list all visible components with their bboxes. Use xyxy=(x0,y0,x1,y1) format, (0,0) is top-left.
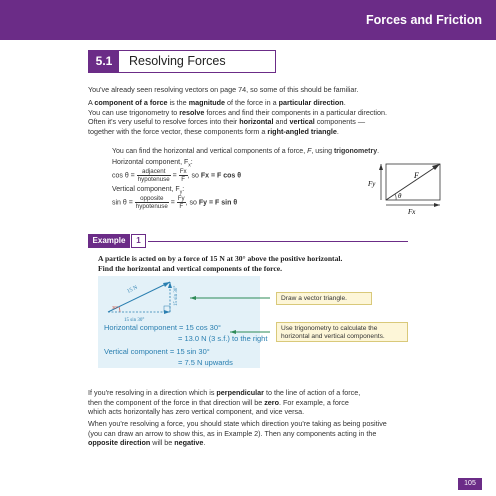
fx-over-f xyxy=(179,168,188,183)
fraction-numerator: Fx xyxy=(179,168,187,175)
text-run: is the xyxy=(167,98,189,107)
fraction-denominator: F xyxy=(179,203,184,210)
force-symbol: F xyxy=(307,148,312,155)
vertical-result: Fy = F sin θ xyxy=(198,199,238,207)
bold-term: horizontal xyxy=(239,117,274,126)
theta-label: θ xyxy=(398,192,402,200)
adjacent-over-hypotenuse xyxy=(137,168,171,183)
intro-paragraph-3 xyxy=(88,117,418,136)
equals: = xyxy=(170,199,175,207)
text-run: components — xyxy=(314,117,366,126)
fraction-denominator: hypotenuse xyxy=(135,203,168,210)
cos-label: cos θ = xyxy=(112,172,135,180)
example-label: Example xyxy=(88,234,130,248)
chapter-header-bar xyxy=(0,0,496,40)
outro-paragraph-2 xyxy=(88,419,428,448)
bold-term: resolve xyxy=(179,107,205,117)
equals: = xyxy=(172,172,177,180)
text-run: together with the force vector, these components form a xyxy=(88,126,268,136)
fraction-denominator: hypotenuse xyxy=(137,176,170,183)
text-run: . For example, a force xyxy=(278,397,349,407)
bold-term: trigonometry xyxy=(333,148,378,155)
text-run: Horizontal component, F xyxy=(112,159,189,166)
fx-label: Fx xyxy=(408,208,416,216)
outro-paragraph-1 xyxy=(88,388,428,417)
bold-term: component of a force xyxy=(94,98,168,107)
horizontal-label: 15 sin 30° xyxy=(124,318,145,323)
text-run: of the force in a xyxy=(225,98,279,107)
force-vector xyxy=(386,164,440,200)
note-arrowhead-2 xyxy=(230,330,236,334)
force-label: 15 N xyxy=(126,284,139,295)
sin-label: sin θ = xyxy=(112,199,133,207)
working-line-3: Vertical component = 15 sin 30° xyxy=(104,347,210,356)
text-run: When you're resolving a force, you should state which direction you're taking as being positive xyxy=(88,419,387,428)
bold-term: magnitude xyxy=(188,98,226,107)
example-divider xyxy=(148,241,408,242)
text-run: forces and find their components in a particular direction. xyxy=(204,107,388,117)
note-arrowhead-1 xyxy=(190,296,196,300)
note-text-2: Use trigonometry to calculate the horizontal and vertical components. xyxy=(281,325,385,340)
example-tag xyxy=(88,234,148,248)
text-run: Vertical component, F xyxy=(112,186,180,193)
page-number: 105 xyxy=(458,478,482,490)
section-heading xyxy=(88,50,276,73)
note-draw-triangle xyxy=(276,292,372,305)
text-run: You can use trigonometry to xyxy=(88,107,180,117)
note-use-trigonometry xyxy=(276,322,408,342)
text-run: . xyxy=(343,98,346,107)
fy-arrowhead xyxy=(379,164,383,170)
theta-arc xyxy=(395,194,396,200)
vertical-component-label: Vertical component, $F_y$: xyxy=(112,186,185,196)
text-run: Often it's very useful to resolve forces into their xyxy=(88,117,240,126)
example-number: 1 xyxy=(131,234,146,248)
bold-term: negative xyxy=(174,438,204,447)
text-run: . xyxy=(336,126,339,136)
force-triangle-diagram xyxy=(368,158,452,216)
vertical-label: 15 sin 30° xyxy=(174,285,179,306)
question-line-1: A particle is acted on by a force of 15 N at 30° above the positive horizontal. xyxy=(98,254,343,263)
horizontal-result: Fx = F cos θ xyxy=(200,172,241,180)
fy-over-f xyxy=(177,195,186,210)
working-line-2: = 13.0 N (3 s.f.) to the right xyxy=(178,334,268,343)
text-run: , so xyxy=(185,199,199,207)
section-title: Resolving Forces xyxy=(129,54,226,68)
horizontal-component-label: Horizontal component, $F_x$: xyxy=(112,159,193,169)
bold-term: right-angled triangle xyxy=(267,126,337,136)
bold-term: perpendicular xyxy=(216,388,264,397)
text-run: If you're resolving in a direction which is xyxy=(88,388,217,397)
question-line-2: Find the horizontal and vertical components of the force. xyxy=(98,264,282,273)
working-line-1: Horizontal component = 15 cos 30° xyxy=(104,323,222,332)
text-run: will be xyxy=(150,438,175,447)
fy-label: Fy xyxy=(368,180,376,188)
opposite-over-hypotenuse xyxy=(135,195,169,210)
text-run: A xyxy=(88,98,95,107)
text-run: which acts horizontally has zero vertical component, and vice versa. xyxy=(88,407,305,416)
text-run: then the component of the force in that direction will be xyxy=(88,397,265,407)
text-run: and xyxy=(273,117,290,126)
text-run: You can find the horizontal and vertical components of a force, xyxy=(112,148,308,155)
text-run: to the line of action of a force, xyxy=(263,388,361,397)
bold-term: zero xyxy=(264,397,279,407)
subscript: y xyxy=(179,189,183,196)
trig-lead xyxy=(112,148,379,155)
text-run: , using xyxy=(311,148,334,155)
intro-text-1: You've already seen resolving vectors on page 74, so some of this should be familiar. xyxy=(88,85,359,94)
bold-term: particular direction xyxy=(278,98,344,107)
text-run: (you can draw an arrow to show this, as in Example 2). Then any components acting in the xyxy=(88,428,377,438)
working-line-4: = 7.5 N upwards xyxy=(178,358,233,367)
vertical-component-equation xyxy=(112,195,237,210)
fraction-denominator: F xyxy=(181,176,186,183)
chapter-title: Forces and Friction xyxy=(366,13,482,27)
section-number: 5.1 xyxy=(89,51,119,72)
note-arrows xyxy=(170,290,280,340)
fx-arrowhead xyxy=(434,203,440,207)
text-run: . xyxy=(377,148,380,155)
angle-arc xyxy=(119,307,120,312)
text-run: , so xyxy=(187,172,201,180)
bold-term: vertical xyxy=(289,117,315,126)
intro-paragraph-1 xyxy=(88,85,418,95)
bold-term: opposite direction xyxy=(88,438,151,447)
text-run: . xyxy=(203,438,206,447)
f-label: F xyxy=(414,171,419,180)
angle-label: 30° xyxy=(112,305,119,310)
horizontal-component-equation xyxy=(112,168,241,183)
subscript: x xyxy=(188,162,191,169)
fraction-numerator: Fy xyxy=(177,195,185,202)
note-text-1: Draw a vector triangle. xyxy=(281,295,347,302)
fraction-numerator: opposite xyxy=(135,195,169,203)
intro-paragraph-2 xyxy=(88,98,418,117)
fraction-numerator: adjacent xyxy=(137,168,171,176)
example-question xyxy=(98,254,398,274)
